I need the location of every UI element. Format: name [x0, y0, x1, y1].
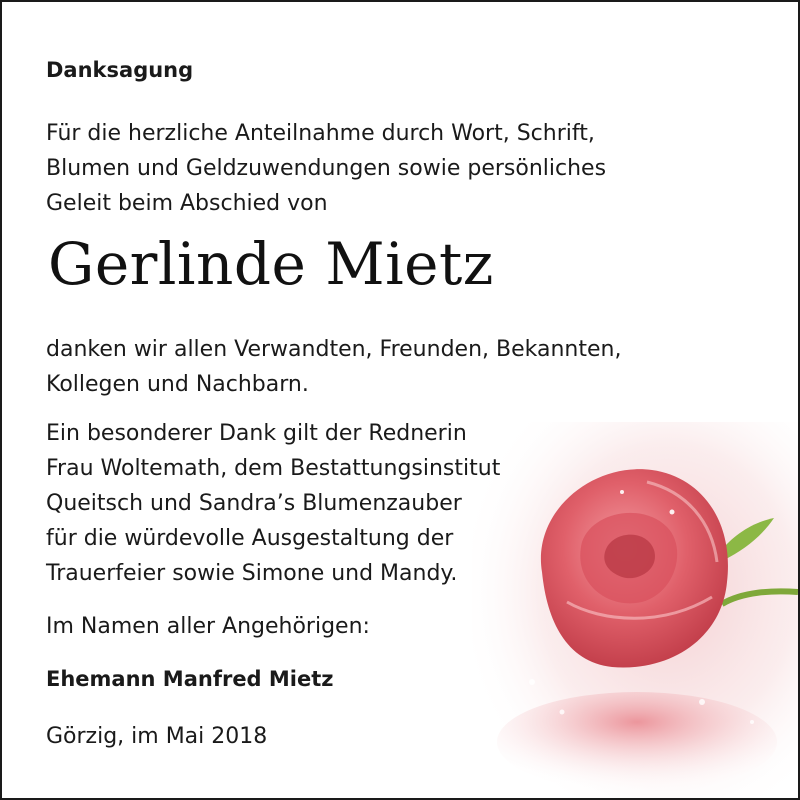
special-thanks-line: Trauerfeier sowie Simone und Mandy.: [46, 561, 458, 586]
special-thanks-paragraph: [46, 416, 500, 591]
place-date: Görzig, im Mai 2018: [46, 724, 268, 749]
heading: Danksagung: [46, 58, 194, 82]
special-thanks-line: für die würdevolle Ausgestaltung der: [46, 526, 454, 551]
special-thanks-line: Queitsch und Sandra’s Blumenzauber: [46, 491, 462, 516]
intro-line: Geleit beim Abschied von: [46, 191, 328, 216]
rose-icon: [472, 422, 798, 798]
intro-line: Blumen und Geldzuwendungen sowie persönliches: [46, 156, 607, 181]
closing-line: Im Namen aller Angehörigen:: [46, 614, 370, 639]
intro-line: Für die herzliche Anteilnahme durch Wort, Schrift,: [46, 121, 595, 146]
thanks-paragraph: [46, 332, 621, 402]
special-thanks-line: Frau Woltemath, dem Bestattungsinstitut: [46, 456, 501, 481]
intro-paragraph: [46, 116, 606, 221]
thanks-line: Kollegen und Nachbarn.: [46, 372, 309, 397]
signer-name: Ehemann Manfred Mietz: [46, 667, 334, 691]
thanks-line: danken wir allen Verwandten, Freunden, Bekannten,: [46, 337, 622, 362]
deceased-name: Gerlinde Mietz: [48, 230, 494, 298]
special-thanks-line: Ein besonderer Dank gilt der Rednerin: [46, 421, 467, 446]
